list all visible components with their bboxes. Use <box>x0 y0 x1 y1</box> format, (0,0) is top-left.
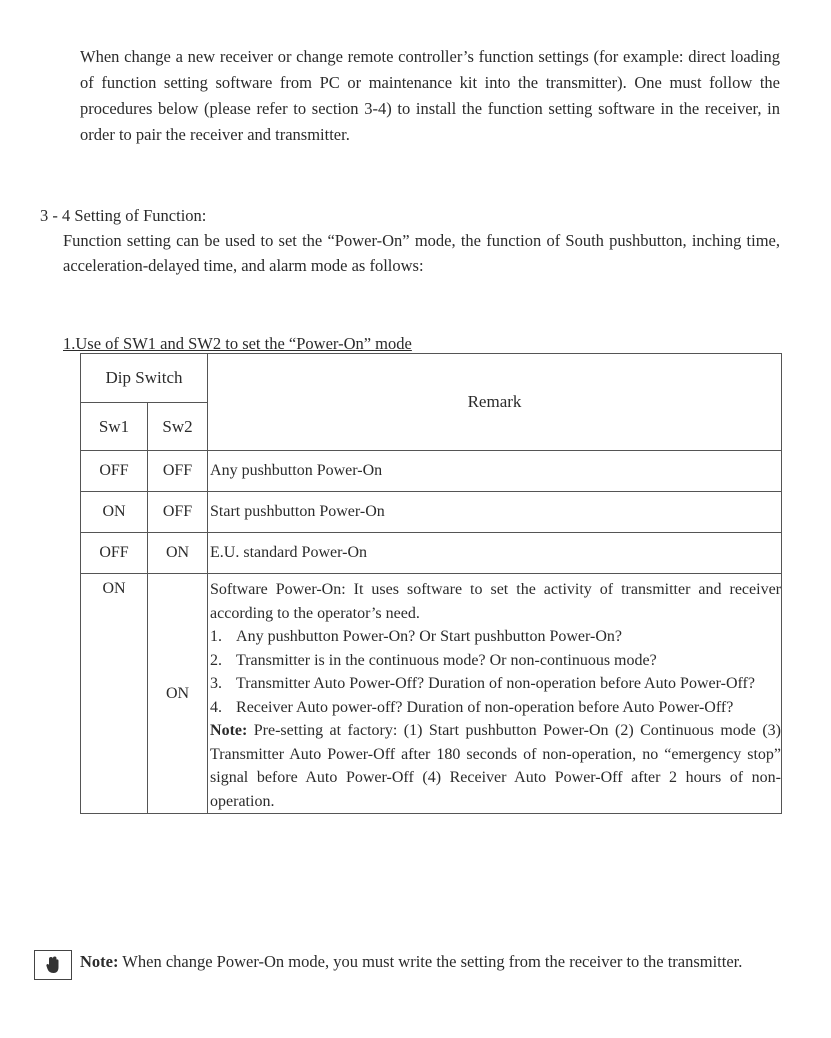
table-row-software <box>81 574 782 814</box>
sw2-cell: OFF <box>148 451 208 492</box>
section-body: Function setting can be used to set the “Power-On” mode, the function of South pushbutton, inching time, acceleration-delayed time, and alarm mode as follows: <box>63 231 780 275</box>
factory-note <box>210 719 781 813</box>
intro-paragraph: When change a new receiver or change remote controller’s function settings (for example: direct loading of function setting software from PC or maintenance kit into the transmitter). One must follow the procedures below (please refer to section 3-4) to install the function setting software in the receiver, in order to pair the receiver and transmitter. <box>80 47 780 144</box>
remark-cell: Any pushbutton Power-On <box>208 451 782 492</box>
remark-cell: E.U. standard Power-On <box>208 533 782 574</box>
table-row <box>81 492 782 533</box>
software-intro: Software Power-On: It uses software to set the activity of transmitter and receiver according to the operator’s need. <box>210 581 781 622</box>
footnote-text: When change Power-On mode, you must write the setting from the receiver to the transmitter. <box>118 952 743 971</box>
software-options-list <box>210 625 781 719</box>
factory-note-label: Note: <box>210 722 248 739</box>
sw2-cell: OFF <box>148 492 208 533</box>
section-title: 3 - 4 Setting of Function: <box>40 206 207 225</box>
dip-switch-table <box>80 353 782 814</box>
footnote <box>80 949 780 975</box>
header-sw1: Sw1 <box>81 403 148 451</box>
list-item: 1. Any pushbutton Power-On? Or Start pushbutton Power-On? <box>210 628 622 645</box>
table-row <box>81 451 782 492</box>
table-row <box>81 533 782 574</box>
sw2-cell: ON <box>148 533 208 574</box>
list-item: 4. Receiver Auto power-off? Duration of non-operation before Auto Power-Off? <box>210 698 734 716</box>
sw1-cell: ON <box>81 492 148 533</box>
factory-note-text: Pre-setting at factory: (1) Start pushbutton Power-On (2) Continuous mode (3) Transmitter Auto Power-Off after 180 seconds of non-operation, no “emergency stop” signal before Auto Power-Off (4) Receiver Auto Power-Off after 2 hours of non-operation. <box>210 722 781 810</box>
header-dip-switch: Dip Switch <box>81 354 208 403</box>
table-caption: 1.Use of SW1 and SW2 to set the “Power-On” mode <box>63 334 412 353</box>
remark-cell-software <box>208 574 782 814</box>
footnote-label: Note: <box>80 952 119 971</box>
sw2-cell: ON <box>148 574 208 814</box>
remark-cell: Start pushbutton Power-On <box>208 492 782 533</box>
hand-pointer-icon <box>34 950 72 980</box>
sw1-cell: OFF <box>81 533 148 574</box>
header-remark: Remark <box>208 354 782 451</box>
sw1-cell: OFF <box>81 451 148 492</box>
list-item: 3. Transmitter Auto Power-Off? Duration of non-operation before Auto Power-Off? <box>210 675 755 692</box>
header-sw2: Sw2 <box>148 403 208 451</box>
sw1-cell: ON <box>81 574 148 814</box>
list-item: 2. Transmitter is in the continuous mode? Or non-continuous mode? <box>210 651 657 669</box>
